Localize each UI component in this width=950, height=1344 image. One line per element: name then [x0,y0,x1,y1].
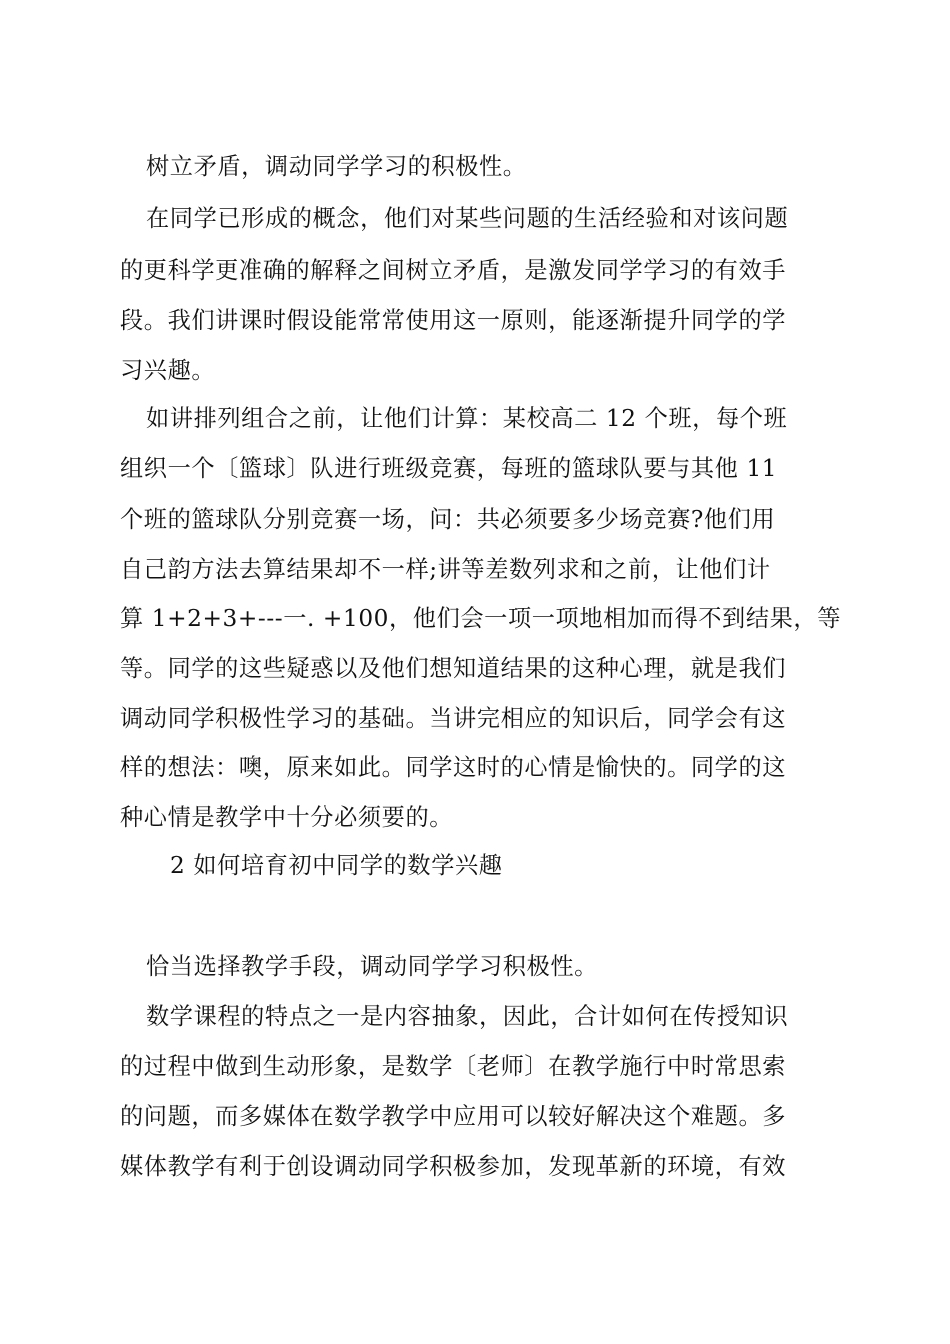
text-line: 自己韵方法去算结果却不一样;讲等差数列求和之前，让他们计 [120,556,771,583]
text-line: 样的想法：噢，原来如此。同学这时的心情是愉快的。同学的这 [120,754,787,781]
text-line: 调动同学积极性学习的基础。当讲完相应的知识后，同学会有这 [120,705,787,732]
text-line: 树立矛盾，调动同学学习的积极性。 [146,153,527,180]
text-line: 习兴趣。 [120,357,216,384]
text-line: 如讲排列组合之前，让他们计算：某校高二 12 个班，每个班 [146,405,788,432]
text-line: 种心情是教学中十分必须要的。 [120,804,454,831]
text-line: 的问题，而多媒体在数学教学中应用可以较好解决这个难题。多 [120,1103,787,1130]
text-line: 算 1+2+3+---一. +100，他们会一项一项地相加而得不到结果，等 [120,605,841,632]
text-line: 的过程中做到生动形象，是数学〔老师〕在教学施行中时常思索 [120,1053,787,1080]
text-line: 等。同学的这些疑惑以及他们想知道结果的这种心理，就是我们 [120,655,787,682]
text-line: 组织一个〔篮球〕队进行班级竞赛，每班的篮球队要与其他 11 [120,455,778,482]
text-line: 恰当选择教学手段，调动同学学习积极性。 [146,953,598,980]
text-line: 数学课程的特点之一是内容抽象，因此，合计如何在传授知识 [146,1003,789,1030]
text-line: 媒体教学有利于创设调动同学积极参加，发现革新的环境，有效 [120,1153,787,1180]
text-line: 的更科学更准确的解释之间树立矛盾，是激发同学学习的有效手 [120,257,787,284]
text-line: 段。我们讲课时假设能常常使用这一原则，能逐渐提升同学的学 [120,307,787,334]
section-heading: 2 如何培育初中同学的数学兴趣 [170,852,503,879]
text-line: 在同学已形成的概念，他们对某些问题的生活经验和对该问题 [146,205,789,232]
text-line: 个班的篮球队分别竞赛一场，问：共必须要多少场竞赛?他们用 [120,506,776,533]
